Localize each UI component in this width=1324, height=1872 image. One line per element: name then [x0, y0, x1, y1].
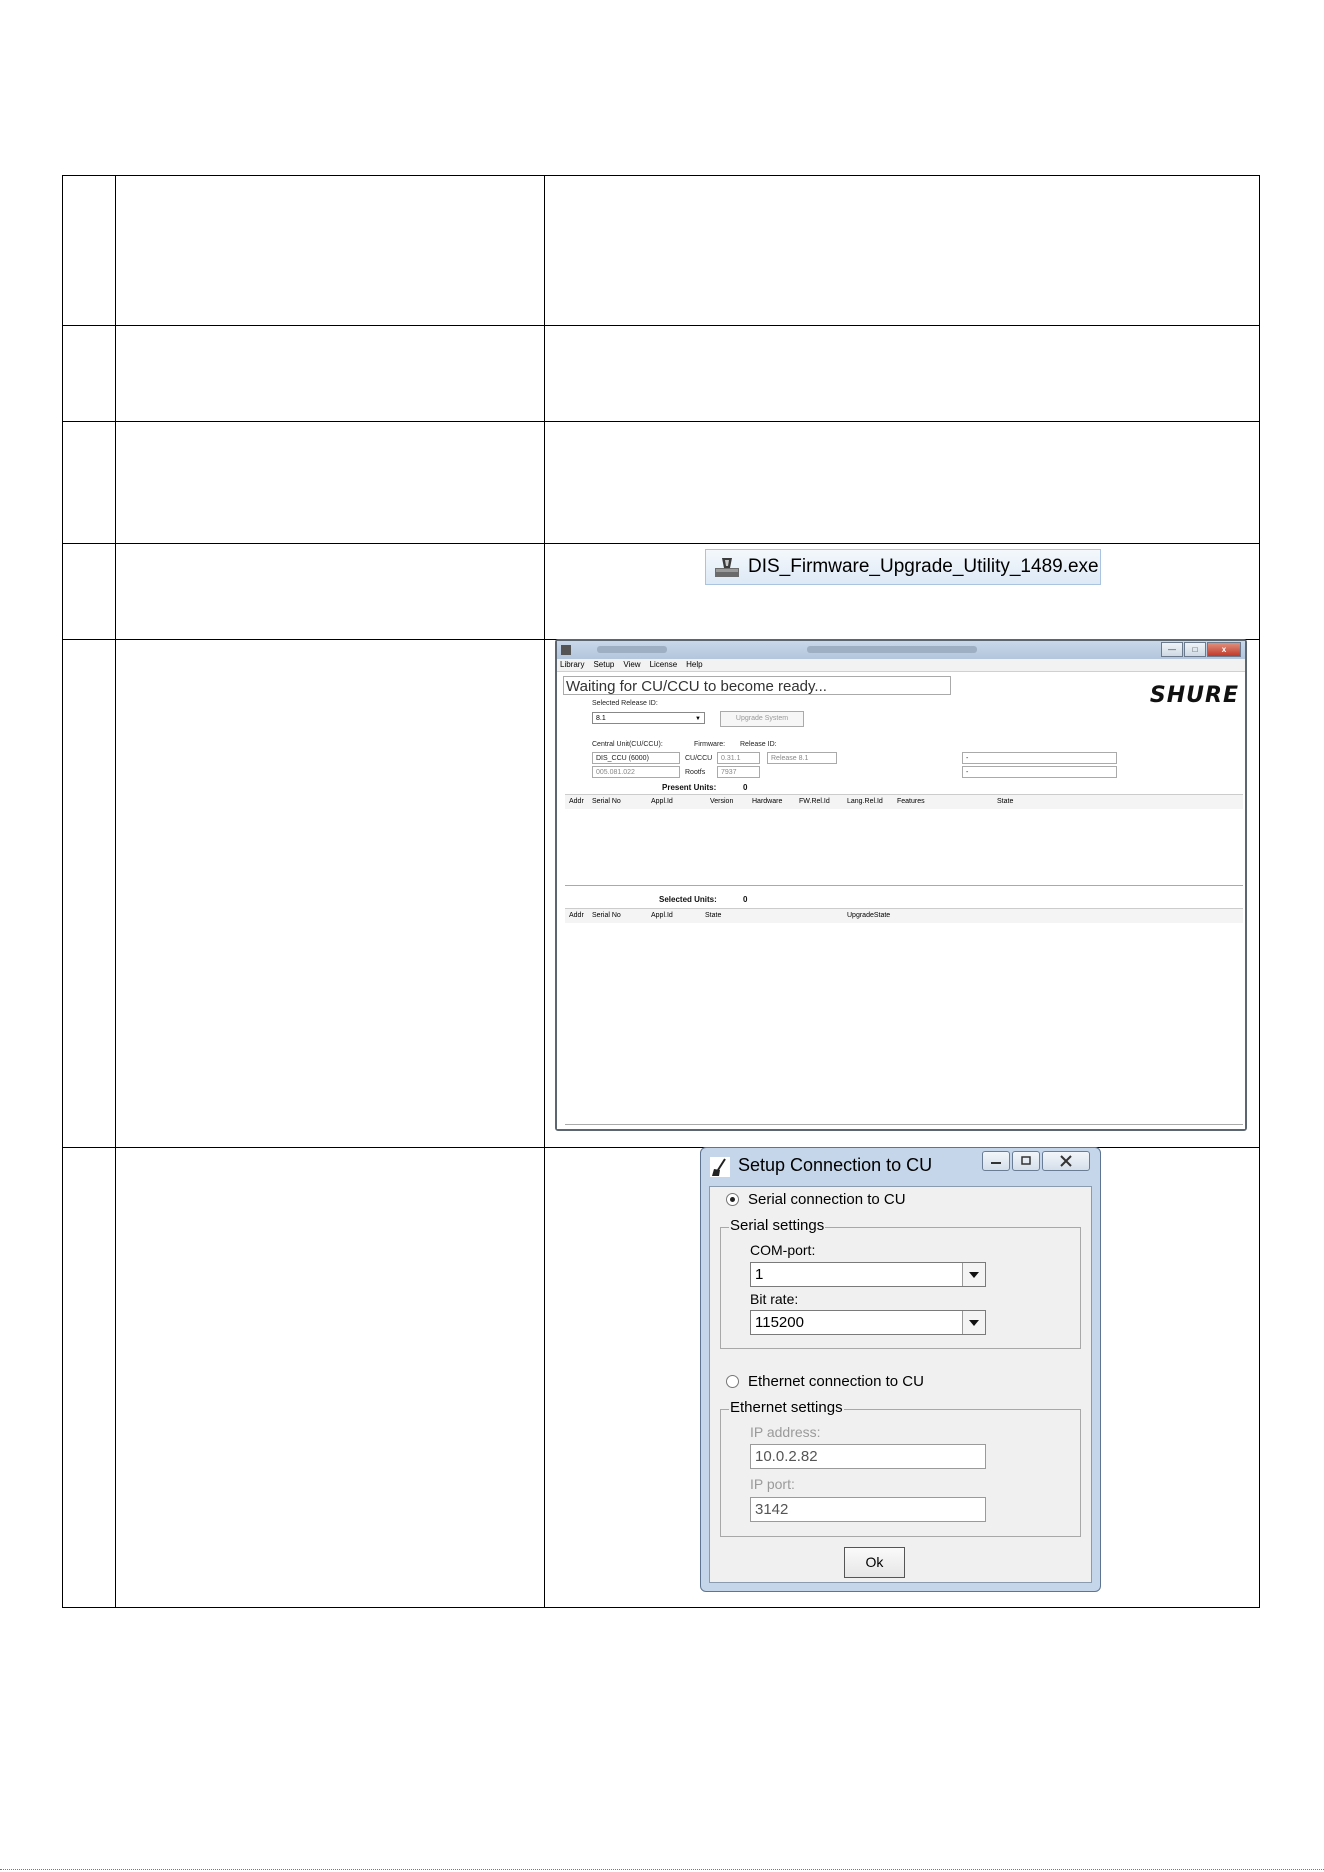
serial-settings-title: Serial settings [730, 1217, 825, 1234]
ok-button[interactable]: Ok [844, 1547, 905, 1578]
serial-connection-label: Serial connection to CU [748, 1191, 906, 1208]
chevron-down-icon: ▼ [695, 716, 701, 722]
broom-icon [710, 1157, 730, 1177]
app-icon [561, 645, 571, 655]
release-select[interactable] [592, 712, 705, 724]
present-units-label: Present Units: [662, 783, 717, 792]
radio-unselected-icon [726, 1375, 739, 1388]
selected-units-list[interactable] [565, 923, 1243, 1125]
selected-units-header [565, 908, 1243, 924]
com-port-label: COM-port: [750, 1242, 816, 1258]
serial-settings-group [720, 1217, 1081, 1349]
bit-rate-select[interactable] [750, 1310, 986, 1335]
rootfs-field: 7937 [717, 766, 760, 778]
com-port-select[interactable] [750, 1262, 986, 1287]
column-header[interactable]: Hardware [752, 798, 783, 805]
serial-number-field: 005.081.022 [592, 766, 680, 778]
blurred-title-area [807, 646, 977, 653]
column-header[interactable]: Version [710, 798, 734, 805]
column-header[interactable]: Features [897, 798, 925, 805]
cu-ccu-label: CU/CCU [685, 755, 713, 762]
menu-help[interactable]: Help [686, 660, 703, 669]
dialog-window-controls [980, 1151, 1090, 1171]
selected-units-label: Selected Units: [659, 895, 717, 904]
installer-icon [714, 556, 740, 578]
table-row-divider [63, 421, 1259, 422]
com-port-value: 1 [755, 1266, 764, 1283]
column-header[interactable]: State [997, 798, 1014, 805]
menu-license[interactable]: License [649, 660, 678, 669]
present-units-list[interactable] [565, 809, 1243, 886]
close-icon[interactable]: x [1207, 642, 1241, 657]
selected-units-count: 0 [743, 895, 748, 904]
maximize-icon[interactable] [1012, 1151, 1040, 1171]
chevron-down-icon [962, 1311, 985, 1334]
column-header[interactable]: UpgradeState [847, 912, 891, 919]
table-row-divider [63, 543, 1259, 544]
column-header[interactable]: Addr [569, 912, 584, 919]
menu-bar [557, 659, 1245, 672]
upgrade-system-button[interactable]: Upgrade System [720, 711, 804, 727]
window-client-area [557, 659, 1245, 1129]
table-column-divider [544, 176, 545, 1607]
dash-field: - [962, 752, 1117, 764]
firmware-upgrade-window [555, 639, 1247, 1131]
blurred-title-area [597, 646, 667, 653]
present-units-count: 0 [743, 783, 748, 792]
ip-address-field[interactable]: 10.0.2.82 [750, 1444, 986, 1469]
menu-setup[interactable]: Setup [593, 660, 615, 669]
column-header[interactable]: Appl.Id [651, 798, 673, 805]
menu-view[interactable]: View [623, 660, 641, 669]
table-row-divider [63, 325, 1259, 326]
radio-selected-icon [726, 1193, 739, 1206]
column-header[interactable]: FW.Rel.Id [799, 798, 830, 805]
column-header[interactable]: Addr [569, 798, 584, 805]
dialog-titlebar [701, 1148, 1100, 1186]
shure-logo: SHURE [1149, 683, 1239, 708]
bit-rate-value: 115200 [755, 1314, 804, 1331]
column-header[interactable]: State [705, 912, 722, 919]
exe-file-name: DIS_Firmware_Upgrade_Utility_1489.exe [748, 556, 1099, 577]
rootfs-label: Rootfs [685, 769, 706, 776]
column-header[interactable]: Lang.Rel.Id [847, 798, 883, 805]
page-footer-divider [0, 1869, 1324, 1870]
dialog-title: Setup Connection to CU [738, 1155, 933, 1175]
maximize-icon[interactable]: □ [1184, 642, 1206, 657]
present-units-header [565, 794, 1243, 810]
release-select-value: 8.1 [596, 715, 606, 722]
window-controls [1160, 642, 1241, 657]
dialog-body [709, 1186, 1092, 1583]
column-header[interactable]: Serial No [592, 798, 621, 805]
minimize-icon[interactable]: — [1161, 642, 1183, 657]
release-field: Release 8.1 [767, 752, 837, 764]
dash-field: - [962, 766, 1117, 778]
column-header[interactable]: Serial No [592, 912, 621, 919]
central-unit-label: Central Unit(CU/CCU): [592, 741, 663, 748]
bit-rate-label: Bit rate: [750, 1291, 799, 1307]
ip-port-label: IP port: [750, 1476, 795, 1492]
cu-name-field: DIS_CCU (6000) [592, 752, 680, 764]
minimize-icon[interactable] [982, 1151, 1010, 1171]
selected-release-label: Selected Release ID: [592, 700, 658, 707]
chevron-down-icon [962, 1263, 985, 1286]
ip-port-field[interactable]: 3142 [750, 1497, 986, 1522]
ip-address-label: IP address: [750, 1424, 821, 1440]
release-id-label: Release ID: [740, 741, 777, 748]
ethernet-settings-title: Ethernet settings [730, 1399, 843, 1416]
firmware-field: 0.31.1 [717, 752, 760, 764]
ethernet-connection-label: Ethernet connection to CU [748, 1373, 924, 1390]
column-header[interactable]: Appl.Id [651, 912, 673, 919]
status-message: Waiting for CU/CCU to become ready... [563, 676, 951, 695]
menu-library[interactable]: Library [560, 660, 585, 669]
exe-file-item[interactable] [705, 549, 1101, 585]
ethernet-connection-radio[interactable] [726, 1373, 924, 1390]
firmware-label: Firmware: [694, 741, 726, 748]
window-titlebar [557, 641, 1245, 659]
close-icon[interactable] [1042, 1151, 1090, 1171]
setup-connection-dialog [700, 1147, 1101, 1592]
table-column-divider [115, 176, 116, 1607]
ethernet-settings-group [720, 1399, 1081, 1537]
serial-connection-radio[interactable] [726, 1191, 906, 1208]
